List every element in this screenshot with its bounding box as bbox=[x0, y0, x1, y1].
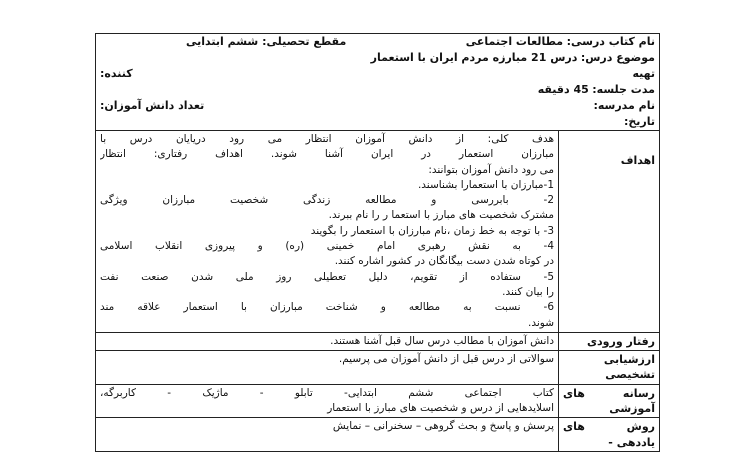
diagnostic-assessment-content bbox=[96, 351, 559, 385]
teaching-methods-label bbox=[559, 418, 660, 452]
goals-line: هدف کلی: از دانش آموزان انتظار می رود دریایان درس با bbox=[100, 133, 554, 145]
header-row-school bbox=[96, 98, 659, 114]
media-label bbox=[559, 384, 660, 418]
goals-label: اهداف bbox=[559, 131, 660, 333]
goals-line: 1-مبارزان با استعمارا بشناسند. bbox=[417, 178, 554, 191]
header-row-prepared bbox=[96, 66, 659, 82]
media-label-part: های bbox=[563, 386, 585, 400]
header-row-topic bbox=[96, 50, 659, 66]
topic-label: موضوع درس: bbox=[580, 51, 655, 64]
media-content bbox=[96, 384, 559, 418]
book-label: نام کتاب درسی: bbox=[566, 35, 655, 48]
media-label-part: رسانه bbox=[622, 386, 655, 400]
diagnostic-assessment-text: سوالاتی از درس قبل از دانش آموزان می پرسیم. bbox=[338, 353, 554, 366]
topic-value: درس 21 مبارزه مردم ایران با استعمار bbox=[370, 51, 578, 64]
table-row-teaching-methods bbox=[96, 418, 660, 452]
methods-label-part: روش bbox=[626, 420, 655, 434]
methods-label-part: های bbox=[563, 420, 585, 434]
diagnostic-assessment-label: ارزشیابی تشخیصی bbox=[559, 351, 660, 385]
entry-behavior-label: رفتار ورودی bbox=[559, 332, 660, 350]
goals-line: شوند. bbox=[528, 316, 554, 329]
duration-label: مدت جلسه: bbox=[592, 83, 655, 96]
prepared-label: تهیه bbox=[632, 67, 655, 80]
goals-line: 4- به نقش رهبری امام خمینی (ره) و پیروزی انقلاب اسلامی bbox=[100, 240, 554, 253]
lesson-plan-table bbox=[95, 130, 660, 452]
prepared-suffix: کننده: bbox=[100, 67, 133, 80]
goals-line: 5- ستفاده از تقویم، دلیل تعطیلی روز ملی شدن صنعت نفت bbox=[100, 270, 554, 283]
table-row-media bbox=[96, 384, 660, 418]
school-label: نام مدرسه: bbox=[593, 99, 655, 112]
students-label: تعداد دانش آموزان: bbox=[100, 99, 205, 112]
goals-content bbox=[96, 131, 559, 333]
goals-line: 6- نسبت به مطالعه و شناخت مبارزان با استعمار علاقه مند bbox=[100, 301, 554, 314]
goals-line: در کوتاه شدن دست بیگانگان در کشور اشاره کنند. bbox=[334, 255, 554, 268]
grade-field bbox=[186, 34, 346, 50]
goals-line: مشترک شخصیت های مبارز با استعما ر را نام ببرند. bbox=[328, 209, 554, 222]
table-row-diagnostic-assessment bbox=[96, 351, 660, 385]
header-row-duration bbox=[96, 82, 659, 98]
entry-behavior-text: دانش آموزان با مطالب درس سال قبل آشنا هستند. bbox=[330, 334, 554, 347]
goals-line: 3- با توجه به خط زمان ،نام مبارزان با استعمار را بگویند bbox=[310, 224, 554, 237]
media-label-part: آموزشی bbox=[609, 402, 655, 416]
goals-line: می رود دانش آموزان بتوانند: bbox=[428, 163, 554, 176]
grade-value: ششم ابتدایی bbox=[186, 35, 259, 48]
book-value: مطالعات اجتماعی bbox=[465, 35, 564, 48]
media-line: اسلایدهایی از درس و شخصیت های مبارز با استعمار bbox=[327, 402, 554, 415]
goals-line: را بیان کنند. bbox=[502, 285, 554, 298]
header-row-book bbox=[96, 34, 659, 50]
teaching-methods-text: پرسش و پاسخ و بحث گروهی – سخنرانی – نمایش bbox=[332, 420, 554, 433]
header-row-date bbox=[96, 114, 659, 130]
goals-line: مبارزان استعمار در ایران آشنا شوند. اهداف رفتاری: انتظار bbox=[100, 148, 554, 161]
entry-behavior-content bbox=[96, 332, 559, 350]
duration-value: 45 دقیقه bbox=[537, 83, 589, 96]
media-line: کتاب اجتماعی ششم ابتدایی- تابلو - ماژیک - کاربرگه، bbox=[100, 386, 554, 399]
table-row-goals bbox=[96, 131, 660, 333]
teaching-methods-content bbox=[96, 418, 559, 452]
goals-line: 2- بابررسی و مطالعه زندگی شخصیت مبارزان ویژگی bbox=[100, 194, 554, 207]
methods-label-part: یاددهی - bbox=[608, 435, 655, 449]
lesson-plan-header bbox=[95, 33, 660, 130]
table-row-entry-behavior bbox=[96, 332, 660, 350]
date-label: تاریخ: bbox=[623, 115, 655, 128]
lesson-plan-document bbox=[95, 33, 660, 452]
grade-label: مقطع تحصیلی: bbox=[262, 35, 347, 48]
